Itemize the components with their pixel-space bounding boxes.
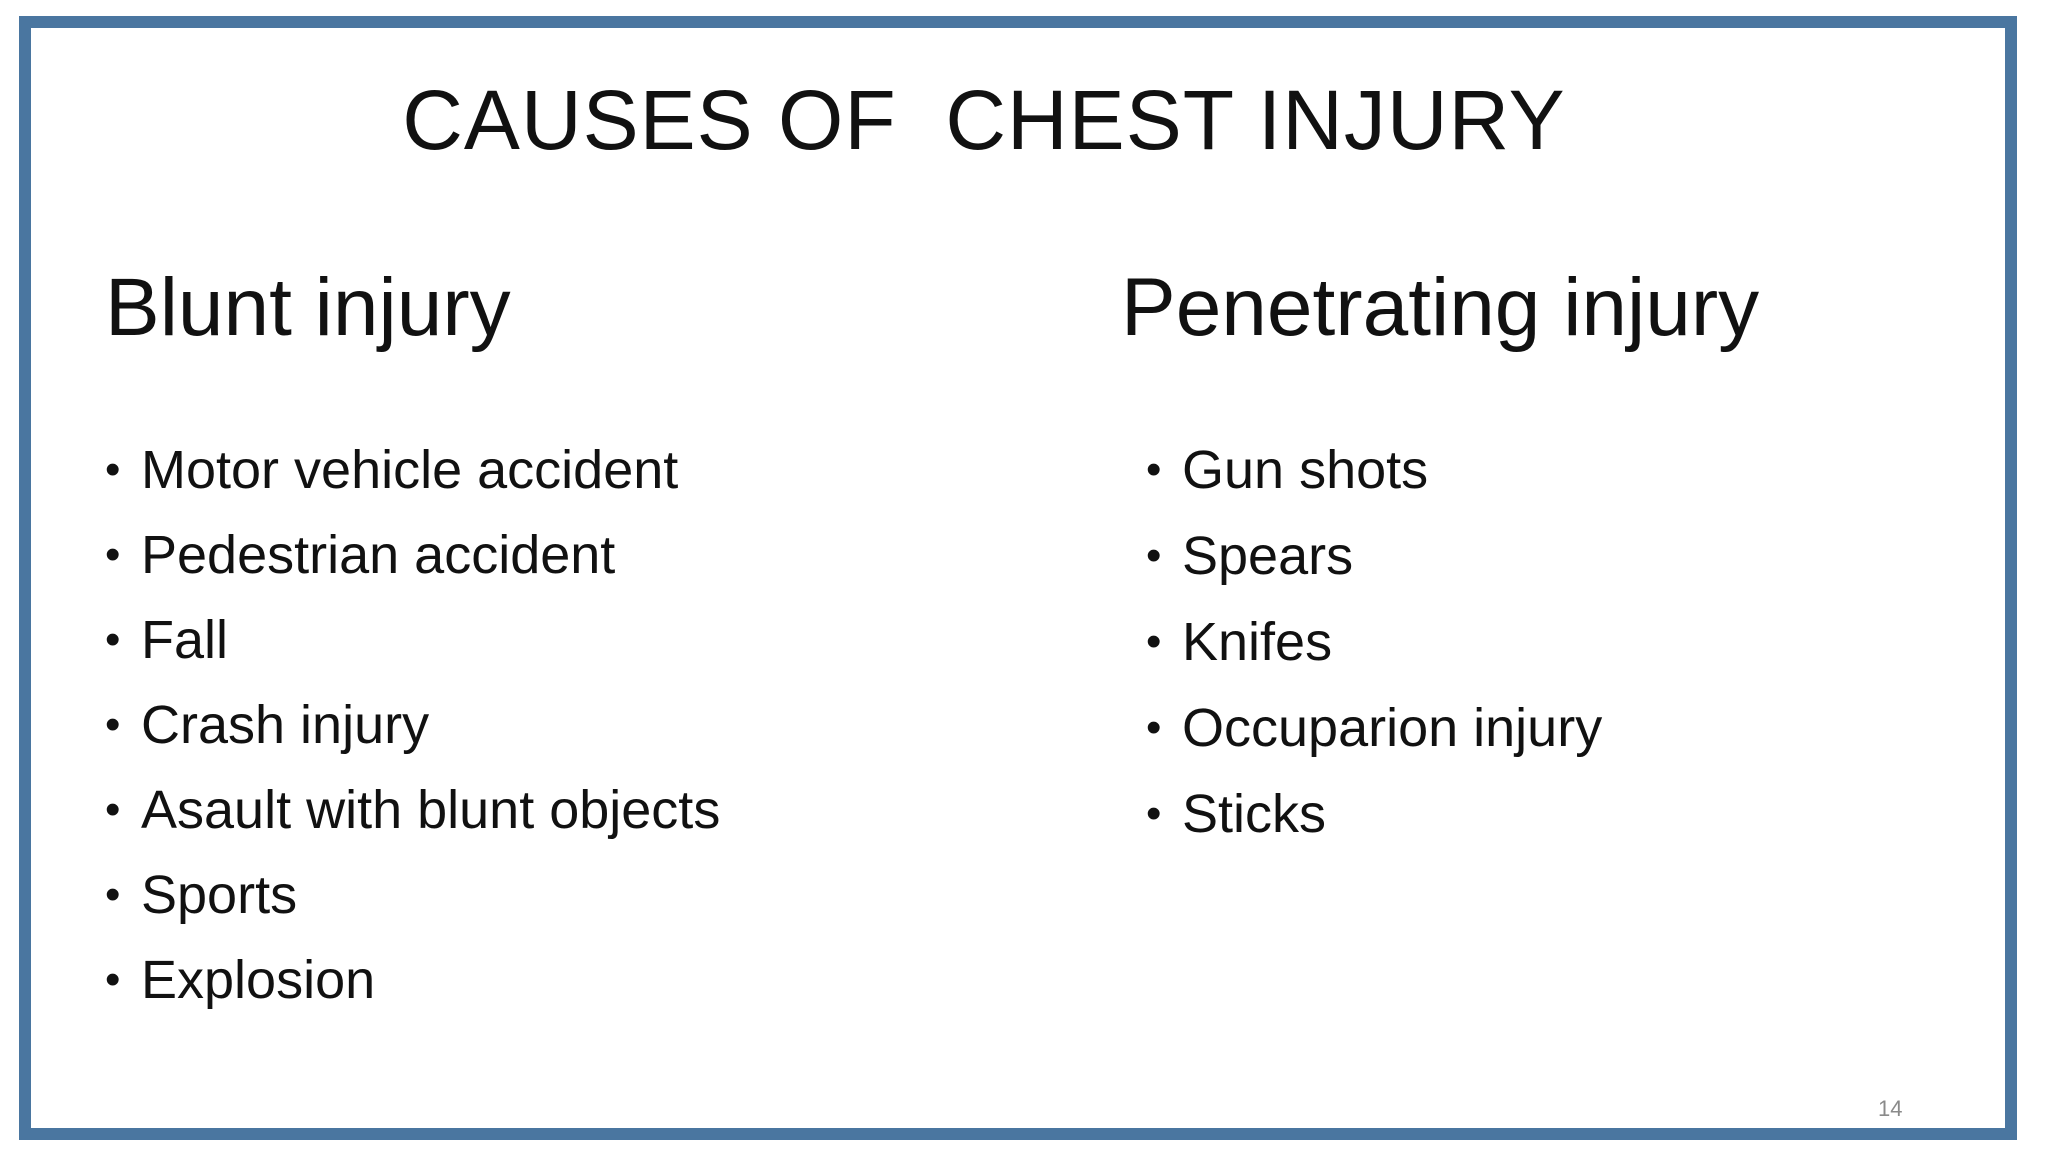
blunt-injury-list [105, 440, 720, 1035]
page-number: 14 [1878, 1096, 1903, 1121]
bullet-icon: • [1146, 617, 1162, 666]
list-item [105, 780, 720, 865]
list-item [105, 695, 720, 780]
bullet-icon: • [105, 785, 121, 834]
list-item-text: Pedestrian accident [141, 525, 616, 585]
list-item [1146, 784, 1602, 870]
bullet-icon: • [105, 955, 121, 1004]
list-item-text: Fall [141, 610, 229, 670]
list-item-text: Knifes [1182, 612, 1333, 672]
list-item [1146, 526, 1602, 612]
right-column-heading: Penetrating injury [1121, 262, 1760, 353]
list-item-text: Explosion [141, 950, 376, 1010]
list-item-text: Asault with blunt objects [141, 780, 721, 840]
list-item-text: Occuparion injury [1182, 698, 1603, 758]
bullet-icon: • [1146, 789, 1162, 838]
list-item-text: Sports [141, 865, 298, 925]
bullet-icon: • [105, 615, 121, 664]
list-item-text: Gun shots [1182, 440, 1429, 500]
bullet-icon: • [1146, 531, 1162, 580]
left-column-heading: Blunt injury [105, 262, 511, 353]
bullet-icon: • [1146, 703, 1162, 752]
bullet-icon: • [1146, 445, 1162, 494]
list-item [105, 440, 720, 525]
slide-title: CAUSES OF CHEST INJURY [402, 73, 1566, 167]
list-item-text: Motor vehicle accident [141, 440, 679, 500]
list-item [105, 865, 720, 950]
bullet-icon: • [105, 445, 121, 494]
bullet-icon: • [105, 870, 121, 919]
list-item [105, 950, 720, 1035]
list-item-text: Spears [1182, 526, 1354, 586]
list-item [1146, 612, 1602, 698]
list-item [105, 610, 720, 695]
list-item-text: Sticks [1182, 784, 1327, 844]
penetrating-injury-list [1146, 440, 1602, 870]
bullet-icon: • [105, 700, 121, 749]
list-item [1146, 440, 1602, 526]
bullet-icon: • [105, 530, 121, 579]
list-item [105, 525, 720, 610]
list-item [1146, 698, 1602, 784]
list-item-text: Crash injury [141, 695, 430, 755]
